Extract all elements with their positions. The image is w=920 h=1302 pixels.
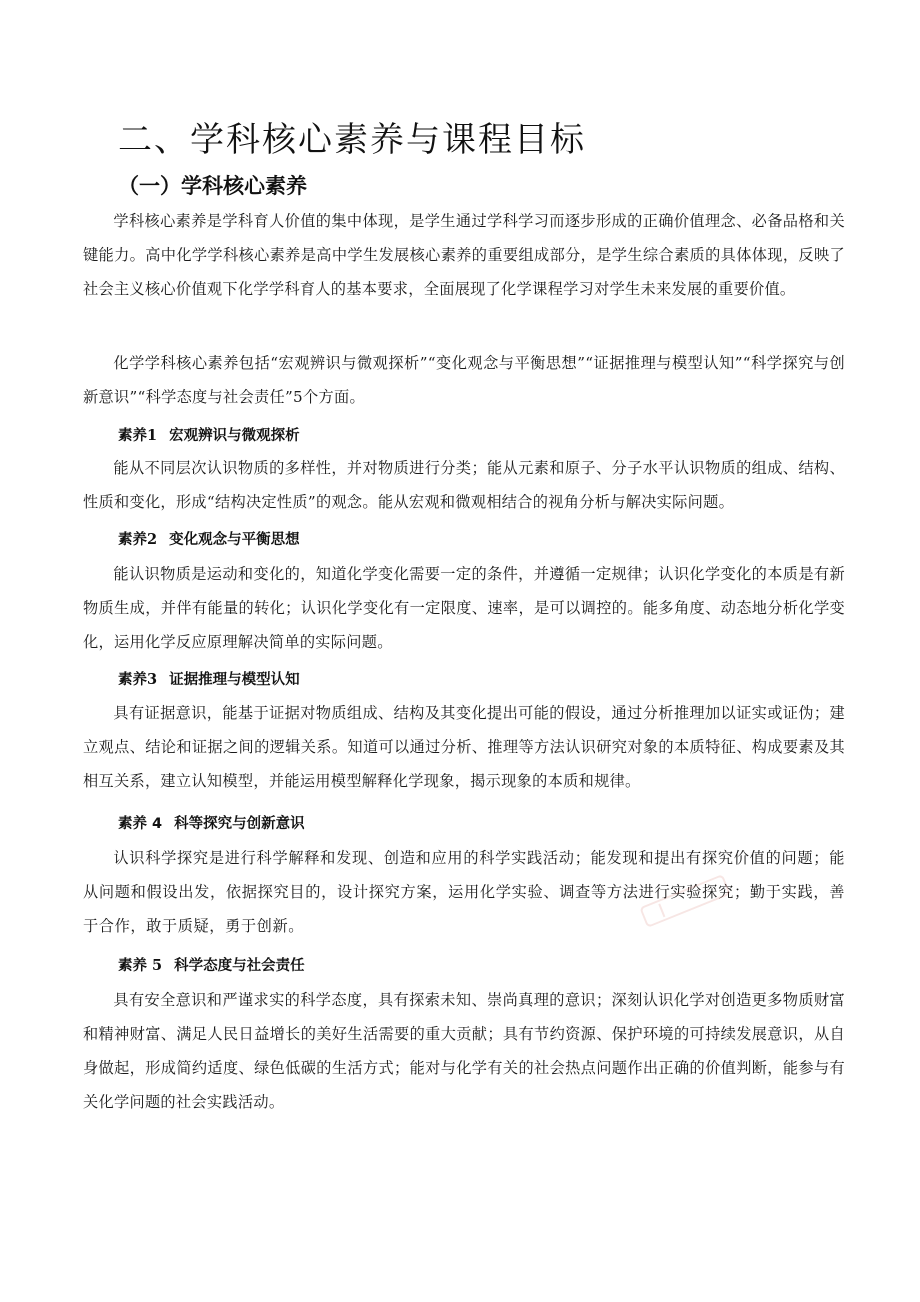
competency-text-3: 具有证据意识，能基于证据对物质组成、结构及其变化提出可能的假设，通过分析推理加以证实或证伪；建立观点、结论和证据之间的逻辑关系。知道可以通过分析、推理等方法认识研究对象的本质特征、构成要素及其相互关系，建立认知模型，并能运用模型解释化学现象，揭示现象的本质和规律。 — [83, 704, 845, 790]
competency-name: 科等探究与创新意识 — [174, 816, 305, 832]
competency-label: 素养3 — [118, 671, 158, 688]
competency-heading-5 — [118, 954, 305, 975]
competency-text-2: 能认识物质是运动和变化的，知道化学变化需要一定的条件，并遵循一定规律；认识化学变化的本质是有新物质生成，并伴有能量的转化；认识化学变化有一定限度、速率，是可以调控的。能多角度、动态地分析化学变化，运用化学反应原理解决简单的实际问题。 — [83, 565, 845, 651]
competency-text-4: 认识科学探究是进行科学解释和发现、创造和应用的科学实践活动；能发现和提出有探究价值的问题；能从问题和假设出发，依据探究目的，设计探究方案，运用化学实验、调查等方法进行实验探究；勤于实践，善于合作，敢于质疑，勇于创新。 — [83, 849, 845, 935]
intro-paragraph-1: 学科核心素养是学科育人价值的集中体现，是学生通过学科学习而逐步形成的正确价值理念、必备品格和关键能力。高中化学学科核心素养是高中学生发展核心素养的重要组成部分，是学生综合素质的具体体现，反映了社会主义核心价值观下化学学科育人的基本要求，全面展现了化学课程学习对学生未来发展的重要价值。 — [83, 212, 845, 298]
competency-name: 证据推理与模型认知 — [169, 671, 300, 688]
competency-text-5: 具有安全意识和严谨求实的科学态度，具有探索未知、崇尚真理的意识；深刻认识化学对创造更多物质财富和精神财富、满足人民日益增长的美好生活需要的重大贡献；具有节约资源、保护环境的可持续发展意识，从自身做起，形成简约适度、绿色低碳的生活方式；能对与化学有关的社会热点问题作出正确的价值判断，能参与有关化学问题的社会实践活动。 — [83, 991, 845, 1111]
page-title: 二、学科核心素养与课程目标 — [118, 120, 586, 160]
competency-text-1: 能从不同层次认识物质的多样性，并对物质进行分类；能从元素和原子、分子水平认识物质的组成、结构、性质和变化，形成“结构决定性质”的观念。能从宏观和微观相结合的视角分析与解决实际问题。 — [83, 459, 845, 511]
competency-name: 宏观辨识与微观探析 — [169, 427, 300, 444]
competency-heading-4 — [118, 812, 305, 833]
intro-paragraph-2: 化学学科核心素养包括“宏观辨识与微观探析”“变化观念与平衡思想”“证据推理与模型认知”“科学探究与创新意识”“科学态度与社会责任”5个方面。 — [83, 354, 845, 406]
competency-name: 科学态度与社会责任 — [174, 957, 305, 974]
competency-name: 变化观念与平衡思想 — [169, 531, 300, 548]
competency-label: 素养 5 — [118, 957, 163, 974]
competency-heading-1 — [118, 424, 300, 445]
competency-heading-2 — [118, 528, 300, 549]
competency-label: 素养2 — [118, 531, 158, 548]
competency-label: 素养 4 — [118, 816, 163, 832]
competency-label: 素养1 — [118, 427, 158, 444]
competency-heading-3 — [118, 668, 300, 689]
section-subtitle: （一）学科核心素养 — [118, 174, 307, 198]
